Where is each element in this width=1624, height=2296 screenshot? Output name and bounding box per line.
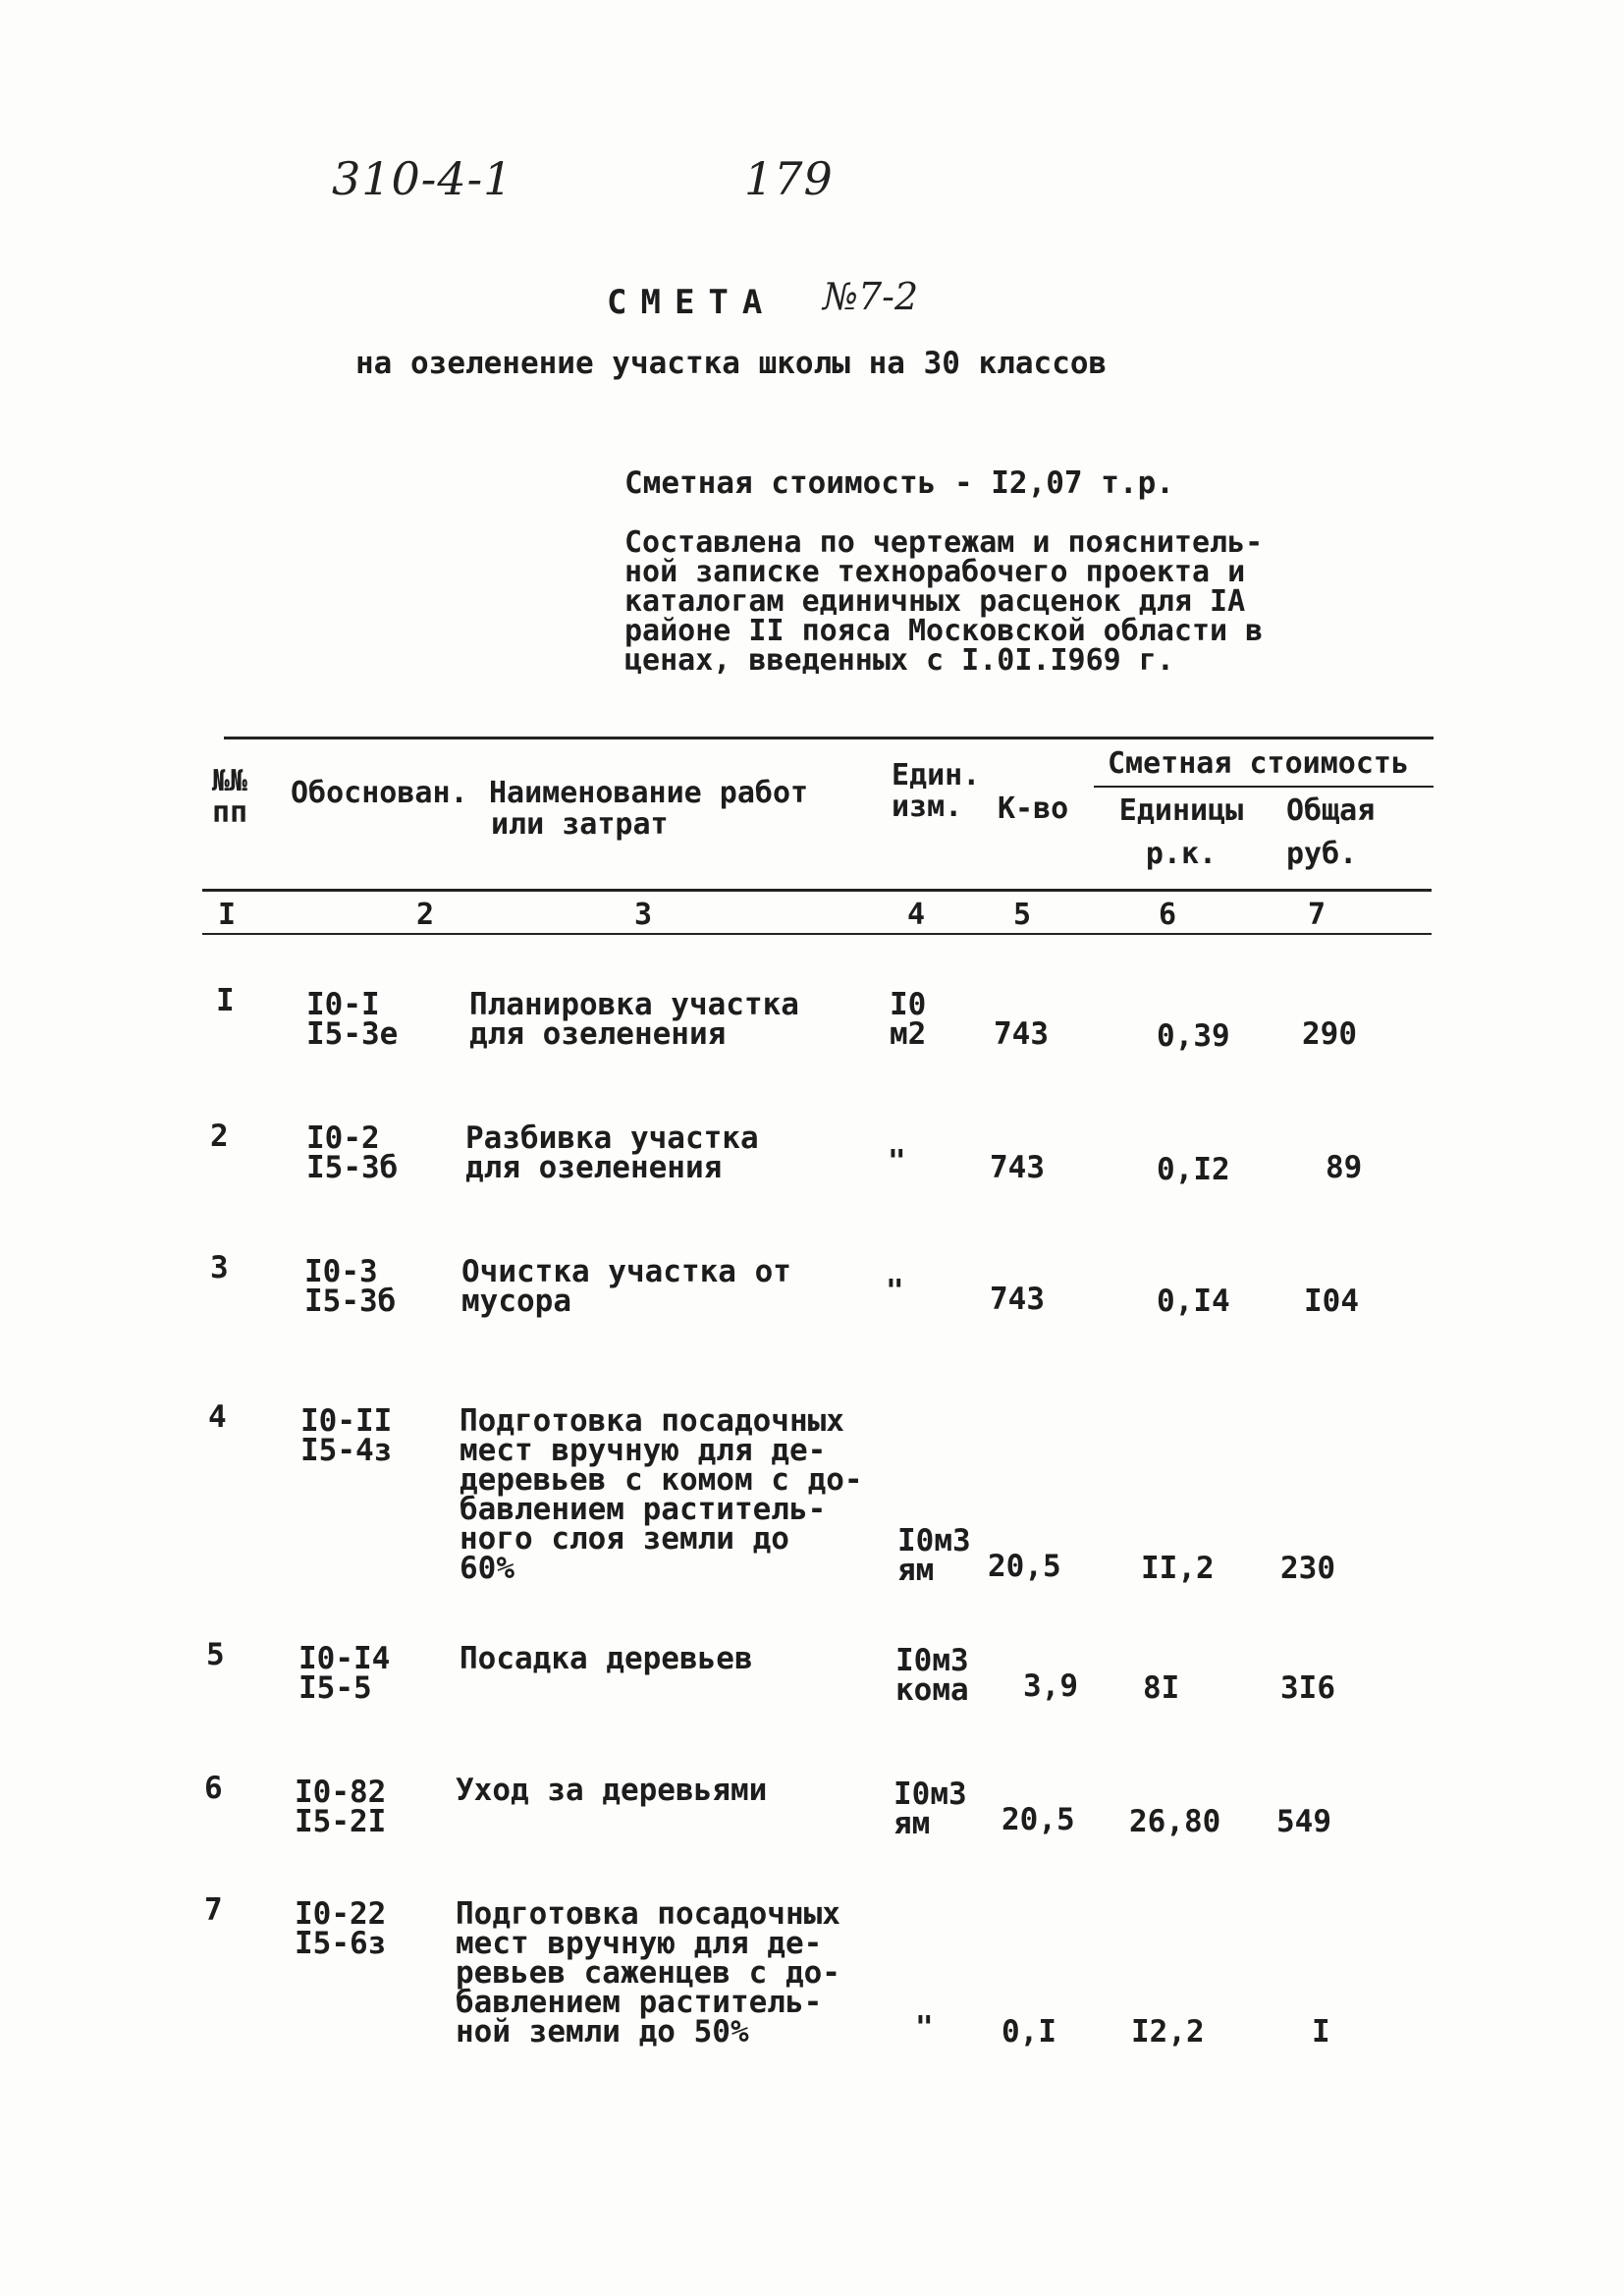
row-total: 290 xyxy=(1302,1016,1357,1052)
row-unit-cost: 26,80 xyxy=(1129,1804,1221,1839)
document-number: №7-2 xyxy=(823,275,919,318)
column-number: 2 xyxy=(416,898,435,932)
row-name-line: Разбивка участка xyxy=(465,1121,759,1156)
header-total-cost-line: руб. xyxy=(1286,837,1358,871)
row-name xyxy=(456,1896,840,2050)
row-basis-line: I5-2I xyxy=(295,1804,387,1839)
row-unit-line: ям xyxy=(893,1806,931,1841)
row-name-line: для озеленения xyxy=(465,1150,723,1185)
header-unit-line: Един. xyxy=(892,758,981,793)
row-unit-cost: I2,2 xyxy=(1131,2014,1205,2050)
row-name: Уход за деревьями xyxy=(456,1773,768,1808)
row-unit xyxy=(890,987,927,1052)
row-total: 89 xyxy=(1326,1150,1363,1185)
row-unit-line: I0 xyxy=(890,987,927,1022)
row-name-line: ревьев саженцев с до- xyxy=(456,1955,840,1991)
column-number: 6 xyxy=(1159,898,1177,932)
document-subtitle: на озеленение участка школы на 30 классов xyxy=(355,346,1108,381)
row-name-line: Планировка участка xyxy=(469,987,799,1022)
page-number: 179 xyxy=(744,152,834,205)
row-basis xyxy=(304,1254,397,1319)
row-basis xyxy=(295,1896,387,1961)
header-unit-line: изм. xyxy=(892,790,963,824)
row-basis-line: I0-I xyxy=(306,987,380,1022)
row-number: 3 xyxy=(210,1250,229,1285)
row-name-line: 60% xyxy=(460,1551,514,1586)
row-unit-line: I0м3 xyxy=(895,1643,969,1678)
header-qty: К-во xyxy=(998,792,1069,826)
column-number: 7 xyxy=(1308,898,1326,932)
row-number: 5 xyxy=(206,1637,225,1672)
row-basis-line: I0-82 xyxy=(295,1775,387,1810)
header-name-line: или затрат xyxy=(491,807,669,842)
column-number: 5 xyxy=(1013,898,1032,932)
row-name-line: бавлением раститель- xyxy=(460,1492,827,1527)
row-unit-cost: II,2 xyxy=(1141,1551,1215,1586)
row-name-line: мест вручную для де- xyxy=(456,1926,823,1961)
header-basis: Обоснован. xyxy=(291,776,468,810)
table-top-rule xyxy=(224,737,1434,739)
column-numbers-rule xyxy=(202,933,1432,935)
header-unit xyxy=(892,760,980,823)
header-unit-cost-line: Единицы xyxy=(1118,793,1244,828)
row-quantity: 20,5 xyxy=(988,1549,1061,1584)
column-number: I xyxy=(218,898,237,932)
cost-group-rule xyxy=(1094,786,1434,788)
row-total: I04 xyxy=(1304,1284,1359,1319)
row-name: Посадка деревьев xyxy=(460,1641,753,1676)
row-quantity: 743 xyxy=(994,1016,1049,1052)
row-total: 230 xyxy=(1280,1551,1335,1586)
document-title: СМЕТА xyxy=(607,283,777,322)
compilation-note-line: ценах, введенных с I.0I.I969 г. xyxy=(624,643,1174,678)
row-basis-line: I5-5 xyxy=(298,1670,372,1706)
row-unit-line: I0м3 xyxy=(897,1523,971,1558)
header-total-cost-line: Общая xyxy=(1286,793,1376,828)
header-total-cost xyxy=(1286,795,1375,870)
row-basis-line: I0-II xyxy=(300,1403,393,1439)
compilation-note-line: районе II пояса Московской области в xyxy=(624,614,1264,648)
column-number: 4 xyxy=(907,898,926,932)
row-basis xyxy=(298,1641,391,1706)
compilation-note-line: ной записке технорабочего проекта и xyxy=(624,555,1246,589)
header-unit-cost xyxy=(1108,795,1255,870)
compilation-note-line: Составлена по чертежам и пояснитель- xyxy=(624,525,1264,560)
row-name-line: бавлением раститель- xyxy=(456,1985,823,2020)
row-unit xyxy=(897,1523,971,1588)
row-quantity: 743 xyxy=(990,1150,1045,1185)
row-basis-line: I5-3б xyxy=(304,1284,397,1319)
row-basis-line: I0-I4 xyxy=(298,1641,391,1676)
row-total: 3I6 xyxy=(1280,1670,1335,1706)
row-quantity: 0,I xyxy=(1001,2014,1056,2050)
header-num xyxy=(212,766,247,829)
row-basis-line: I5-3е xyxy=(306,1016,399,1052)
header-num-line: пп xyxy=(212,795,248,830)
row-unit-cost: 0,39 xyxy=(1157,1018,1230,1054)
row-unit-line: м2 xyxy=(890,1016,927,1052)
row-name-line: ной земли до 50% xyxy=(456,2014,749,2050)
column-number: 3 xyxy=(634,898,653,932)
row-unit-line: кома xyxy=(895,1672,969,1708)
row-quantity: 20,5 xyxy=(1001,1802,1075,1837)
row-number: 2 xyxy=(210,1119,229,1154)
compilation-note xyxy=(624,525,1264,678)
row-name-line: деревьев с комом с до- xyxy=(460,1462,863,1498)
row-name xyxy=(465,1121,759,1185)
document-code: 310-4-1 xyxy=(332,152,514,205)
row-unit: " xyxy=(888,1144,906,1179)
row-name-line: для озеленения xyxy=(469,1016,727,1052)
row-total: I xyxy=(1312,2014,1330,2050)
row-name-line: ного слоя земли до xyxy=(460,1521,789,1557)
row-unit-line: I0м3 xyxy=(893,1777,967,1812)
row-quantity: 743 xyxy=(990,1282,1045,1317)
row-number: 4 xyxy=(208,1399,227,1435)
row-basis xyxy=(300,1403,393,1468)
row-unit-line: ям xyxy=(897,1553,935,1588)
header-cost-group: Сметная стоимость xyxy=(1108,746,1410,781)
estimated-cost: Сметная стоимость - I2,07 т.р. xyxy=(624,465,1174,501)
row-basis xyxy=(306,987,399,1052)
row-unit xyxy=(893,1777,967,1841)
row-name-line: Очистка участка от xyxy=(461,1254,791,1289)
row-basis-line: I5-4з xyxy=(300,1433,393,1468)
header-num-line: №№ xyxy=(212,764,248,798)
row-number: 6 xyxy=(204,1771,223,1806)
row-unit-cost: 8I xyxy=(1143,1670,1180,1706)
row-name-line: Подготовка посадочных xyxy=(460,1403,844,1439)
row-total: 549 xyxy=(1276,1804,1331,1839)
header-unit-cost-line: р.к. xyxy=(1145,837,1218,871)
row-name-line: мест вручную для де- xyxy=(460,1433,827,1468)
row-basis-line: I0-3 xyxy=(304,1254,378,1289)
row-basis-line: I5-3б xyxy=(306,1150,399,1185)
row-number: 7 xyxy=(204,1892,223,1928)
row-name xyxy=(461,1254,791,1319)
row-basis-line: I0-2 xyxy=(306,1121,380,1156)
row-unit: " xyxy=(886,1274,904,1309)
header-bottom-rule xyxy=(202,889,1432,892)
row-quantity: 3,9 xyxy=(1023,1668,1078,1704)
row-unit-cost: 0,I4 xyxy=(1157,1284,1230,1319)
row-basis xyxy=(306,1121,399,1185)
header-name xyxy=(489,778,808,841)
row-name-line: мусора xyxy=(461,1284,571,1319)
compilation-note-line: каталогам единичных расценок для IA xyxy=(624,584,1246,619)
row-basis-line: I0-22 xyxy=(295,1896,387,1932)
header-name-line: Наименование работ xyxy=(489,776,809,810)
row-unit-cost: 0,I2 xyxy=(1157,1152,1230,1187)
row-name xyxy=(460,1403,863,1586)
row-unit: " xyxy=(915,2010,934,2046)
row-basis xyxy=(295,1775,387,1839)
row-basis-line: I5-6з xyxy=(295,1926,387,1961)
row-name-line: Подготовка посадочных xyxy=(456,1896,840,1932)
row-unit xyxy=(895,1643,969,1708)
row-number: I xyxy=(216,983,235,1018)
row-name xyxy=(469,987,799,1052)
